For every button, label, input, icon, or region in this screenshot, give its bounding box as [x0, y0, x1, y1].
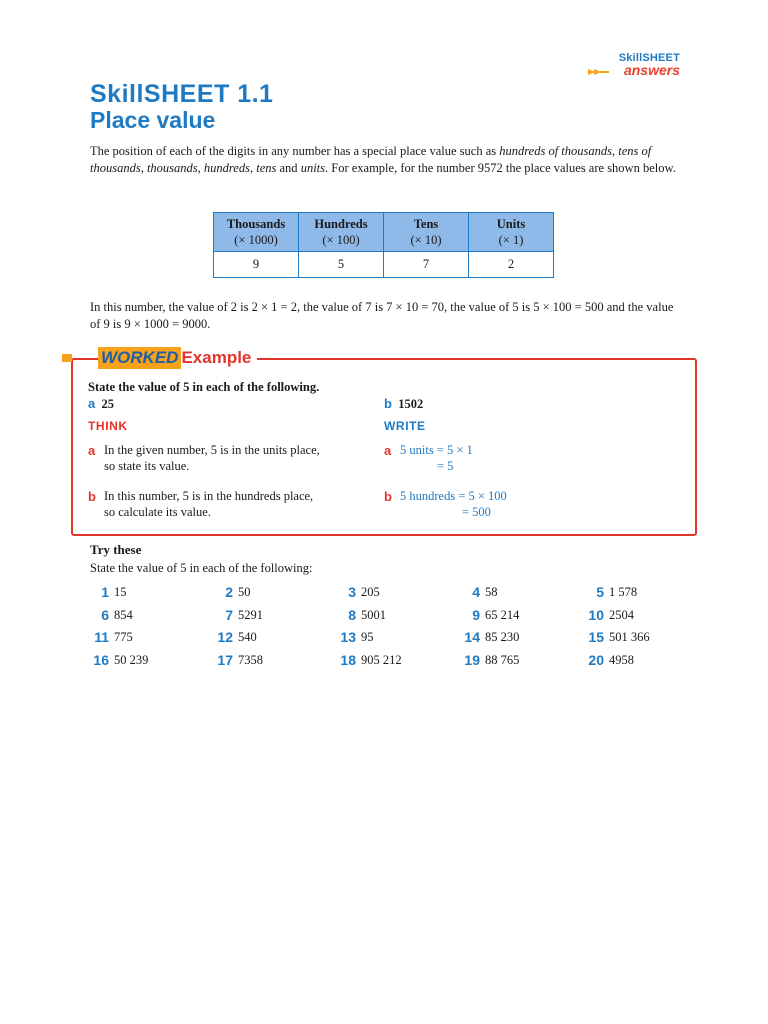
part-b-letter: b: [384, 396, 392, 411]
place-value-table: [213, 212, 554, 278]
arrow-icon: [588, 68, 610, 76]
exercise-value: 7358: [238, 653, 263, 667]
table-cell: 9: [214, 252, 299, 278]
table-header-cell: Units (× 1): [469, 213, 554, 252]
exercise-number: 20: [588, 652, 604, 668]
exercise-value: 2504: [609, 608, 634, 622]
table-header-cell: Tens (× 10): [384, 213, 469, 252]
exercise-value: 85 230: [485, 630, 520, 644]
exercise-number: 2: [225, 584, 233, 600]
sheet-title: SkillSHEET 1.1: [90, 80, 274, 108]
worked-example-heading: [98, 347, 257, 371]
exercise-number: 13: [340, 629, 356, 645]
exercise-value: 854: [114, 608, 133, 622]
think-heading: THINK: [88, 419, 128, 433]
exercise-item: [348, 583, 380, 601]
worked-question: State the value of 5 in each of the following.: [88, 380, 320, 394]
exercise-item: [472, 606, 520, 624]
exercise-number: 5: [596, 584, 604, 600]
exercise-number: 4: [472, 584, 480, 600]
part-a-letter: a: [88, 396, 96, 411]
exercise-value: 4958: [609, 653, 634, 667]
exercise-value: 50: [238, 585, 251, 599]
exercise-value: 50 239: [114, 653, 149, 667]
exercise-item: [588, 606, 634, 624]
try-these-instruction: State the value of 5 in each of the following:: [90, 561, 313, 575]
exercise-item: [348, 606, 386, 624]
write-step-b: b 5 hundreds = 5 × 100 = 500: [384, 489, 507, 519]
table-cell: 7: [384, 252, 469, 278]
exercise-number: 17: [217, 652, 233, 668]
worked-label: WORKED: [98, 347, 181, 369]
exercise-item: [472, 583, 498, 601]
exercise-item: [596, 583, 638, 601]
table-row: [214, 252, 554, 278]
write-step-a: a 5 units = 5 × 1 = 5: [384, 443, 473, 473]
exercise-number: 12: [217, 629, 233, 645]
exercise-item: [101, 583, 127, 601]
logo-bottom-text: answers: [623, 62, 680, 78]
table-cell: 5: [299, 252, 384, 278]
exercise-number: 16: [93, 652, 109, 668]
exercise-value: 15: [114, 585, 127, 599]
intro-paragraph: The position of each of the digits in any number has a special place value such as hundreds of thousands, tens of thousands, thousands, hundreds, tens and units. For example, for the number 9572 the place values are shown below.: [90, 144, 676, 175]
exercise-number: 19: [464, 652, 480, 668]
exercise-number: 9: [472, 607, 480, 623]
exercise-value: 205: [361, 585, 380, 599]
exercise-value: 1 578: [609, 585, 638, 599]
think-step-a: a In the given number, 5 is in the units place, so state its value.: [88, 443, 320, 473]
exercise-value: 905 212: [361, 653, 402, 667]
exercise-item: [588, 628, 650, 646]
exercise-number: 18: [340, 652, 356, 668]
exercise-value: 501 366: [609, 630, 650, 644]
exercise-number: 11: [94, 629, 109, 645]
box-corner-accent: [62, 354, 72, 362]
exercise-number: 10: [588, 607, 604, 623]
table-header-row: [214, 213, 554, 252]
exercise-number: 14: [464, 629, 480, 645]
write-heading: WRITE: [384, 419, 426, 433]
think-step-b: b In this number, 5 is in the hundreds place, so calculate its value.: [88, 489, 314, 519]
table-cell: 2: [469, 252, 554, 278]
exercise-number: 6: [101, 607, 109, 623]
exercise-value: 65 214: [485, 608, 520, 622]
exercise-item: [464, 651, 520, 669]
exercise-value: 540: [238, 630, 257, 644]
exercise-item: [340, 628, 374, 646]
exercise-item: [588, 651, 634, 669]
exercise-value: 95: [361, 630, 374, 644]
part-a-question: a 25: [88, 396, 114, 411]
try-these-heading: Try these: [90, 542, 142, 557]
exercise-number: 3: [348, 584, 356, 600]
exercise-item: [225, 606, 263, 624]
exercise-item: [94, 628, 133, 646]
exercise-value: 88 765: [485, 653, 520, 667]
exercise-number: 8: [348, 607, 356, 623]
exercise-item: [340, 651, 402, 669]
exercise-item: [217, 651, 263, 669]
table-header-cell: Thousands (× 1000): [214, 213, 299, 252]
sheet-subtitle: Place value: [90, 107, 216, 133]
exercise-value: 775: [114, 630, 133, 644]
exercise-item: [225, 583, 251, 601]
skillsheet-answers-logo[interactable]: [580, 52, 680, 82]
exercise-item: [101, 606, 133, 624]
exercise-number: 7: [225, 607, 233, 623]
explanation-paragraph: In this number, the value of 2 is 2 × 1 = 2, the value of 7 is 7 × 10 = 70, the value of 5 is 5 × 100 = 500 and the value of 9 is 9 × 1000 = 9000.: [90, 300, 674, 331]
exercise-item: [464, 628, 520, 646]
part-b-question: b 1502: [384, 396, 424, 411]
exercise-item: [93, 651, 149, 669]
example-label: Example: [181, 348, 252, 367]
table-header-cell: Hundreds (× 100): [299, 213, 384, 252]
exercise-value: 5001: [361, 608, 386, 622]
logo-top-text: SkillSHEET: [618, 52, 680, 64]
exercise-number: 15: [588, 629, 604, 645]
exercise-number: 1: [101, 584, 109, 600]
exercise-item: [217, 628, 257, 646]
exercise-value: 58: [485, 585, 498, 599]
exercise-value: 5291: [238, 608, 263, 622]
